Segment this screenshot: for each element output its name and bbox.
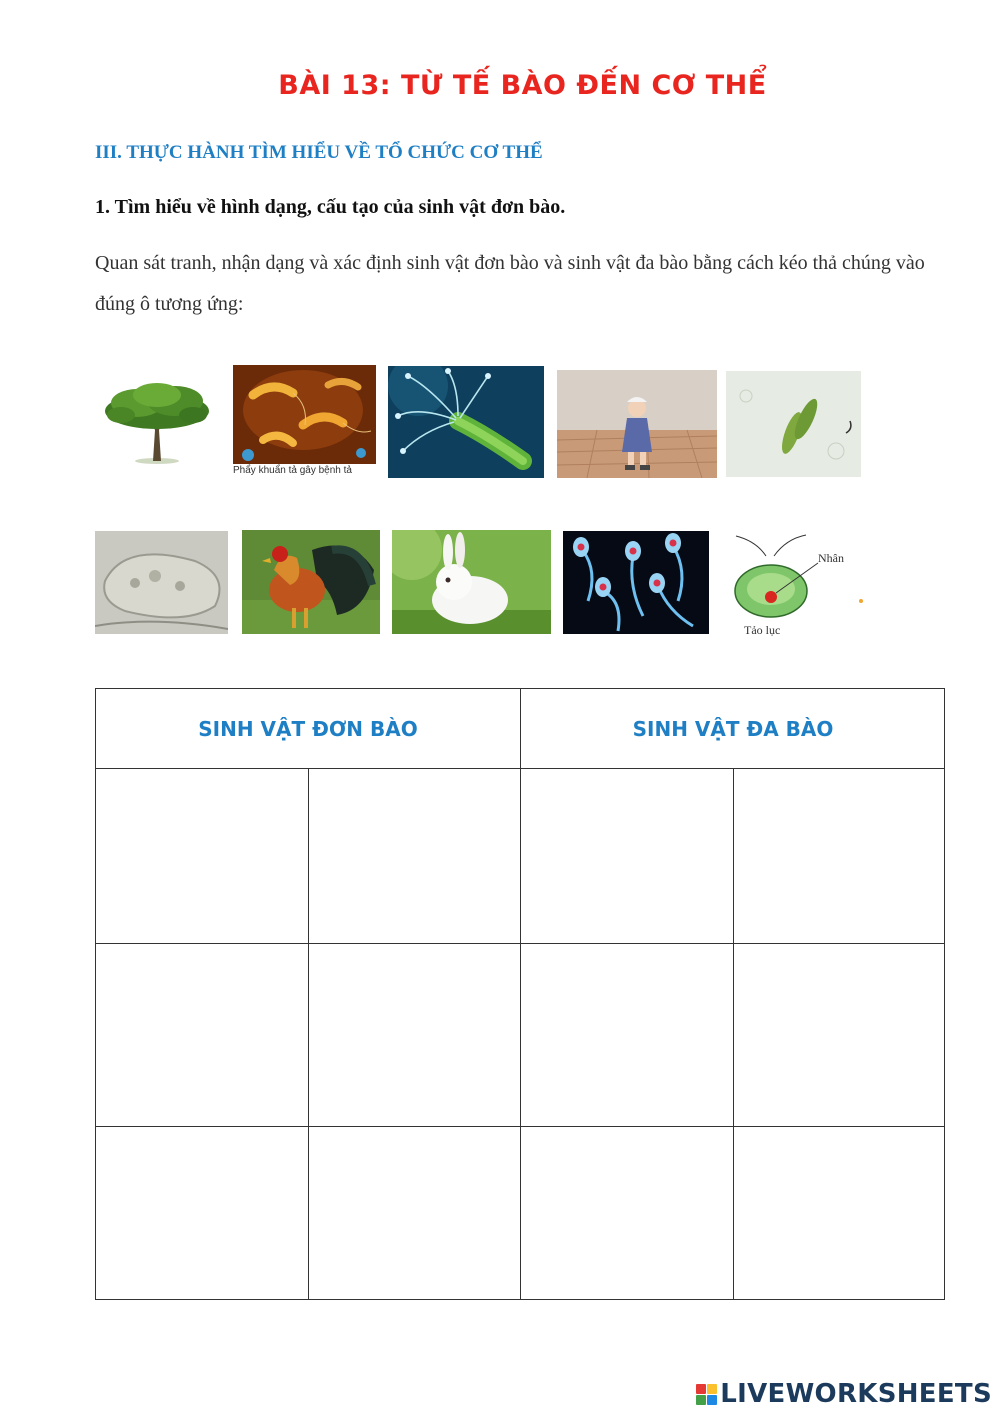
image-paramecium[interactable] [95, 531, 228, 634]
drop-zone-multicellular-6[interactable] [734, 1127, 944, 1299]
image-sperm-cells[interactable] [563, 531, 709, 634]
drop-zone-unicellular-5[interactable] [96, 1127, 308, 1299]
drop-zone-multicellular-1[interactable] [521, 769, 733, 943]
alga-label-nucleus: Nhân [818, 551, 844, 565]
liveworksheets-logo [696, 1379, 992, 1409]
liveworksheets-icon [696, 1384, 717, 1405]
drop-zone-unicellular-6[interactable] [309, 1127, 520, 1299]
drop-zone-unicellular-1[interactable] [96, 769, 308, 943]
image-caption: Phẩy khuẩn tả gây bệnh tả [233, 464, 376, 478]
drop-zone-unicellular-2[interactable] [309, 769, 520, 943]
image-child[interactable] [557, 370, 717, 478]
section-heading: III. THỰC HÀNH TÌM HIỂU VỀ TỔ CHỨC CƠ THỂ [95, 142, 543, 163]
header-multicellular: SINH VẬT ĐA BÀO [632, 717, 834, 741]
drop-zone-unicellular-4[interactable] [309, 944, 520, 1126]
image-green-alga-diagram[interactable] [726, 531, 866, 639]
alga-label-name: Tảo lục [744, 623, 781, 637]
brand-name: LIVEWORKSHEETS [720, 1379, 992, 1409]
worksheet-title: BÀI 13: TỪ TẾ BÀO ĐẾN CƠ THỂ [278, 70, 767, 101]
header-unicellular: SINH VẬT ĐƠN BÀO [198, 717, 418, 741]
image-cholera-bacteria[interactable] [233, 365, 376, 478]
image-helicobacter[interactable] [388, 366, 544, 478]
instruction-text: Quan sát tranh, nhận dạng và xác định sinh vật đơn bào và sinh vật đa bào bằng cách kéo thả chúng vào đúng ô tương ứng: [95, 252, 925, 315]
image-rooster[interactable] [242, 530, 380, 634]
drop-zone-multicellular-5[interactable] [521, 1127, 733, 1299]
drop-zone-multicellular-4[interactable] [734, 944, 944, 1126]
subsection-heading: 1. Tìm hiểu về hình dạng, cấu tạo của sinh vật đơn bào. [95, 196, 566, 218]
drop-zone-unicellular-3[interactable] [96, 944, 308, 1126]
drop-zone-multicellular-2[interactable] [734, 769, 944, 943]
image-euglena[interactable] [726, 371, 861, 477]
drop-zone-multicellular-3[interactable] [521, 944, 733, 1126]
image-tree[interactable] [97, 375, 217, 467]
classification-table [95, 688, 945, 1300]
image-rabbit[interactable] [392, 530, 551, 634]
